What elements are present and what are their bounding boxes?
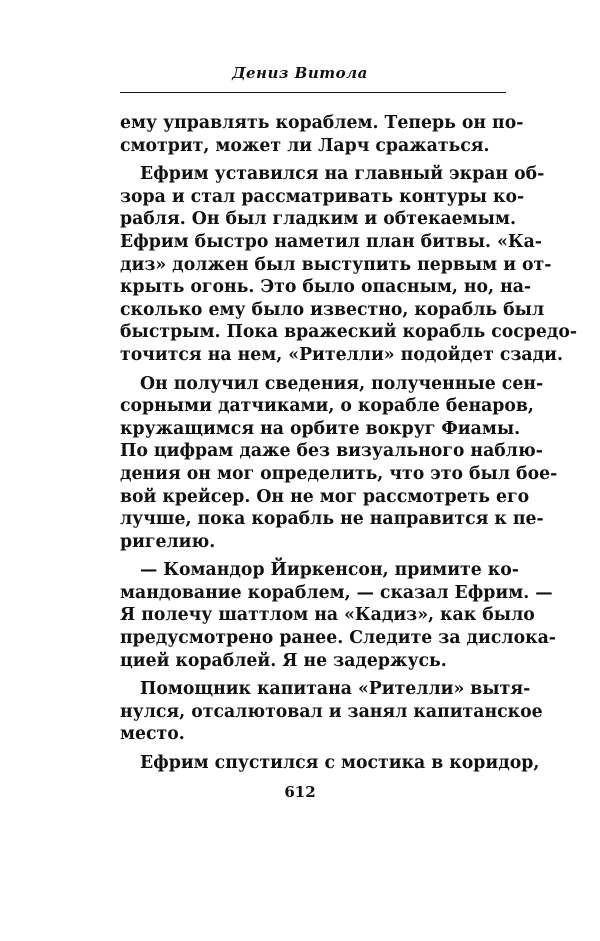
page-number: 612 bbox=[284, 783, 316, 801]
text-line: цией кораблей. Я не задержусь. bbox=[120, 650, 447, 671]
paragraph bbox=[120, 559, 556, 672]
text-line: Ефрим уставился на главный экран об- bbox=[140, 164, 545, 185]
text-line: лучше, пока корабль не направится к пе- bbox=[120, 509, 544, 530]
text-line: ригелию. bbox=[120, 531, 216, 552]
paragraph bbox=[120, 112, 524, 157]
text-line: место. bbox=[120, 724, 185, 745]
text-line: зора и стал рассматривать контуры ко- bbox=[120, 186, 525, 207]
text-line: Я полечу шаттлом на «Кадиз», как было bbox=[120, 605, 535, 626]
text-line: ему управлять кораблем. Теперь он по- bbox=[120, 113, 524, 133]
text-line: быстрым. Пока вражеский корабль сосредо- bbox=[120, 322, 578, 343]
text-line: сколько ему было известно, корабль был bbox=[120, 299, 545, 320]
text-line: кружащимся на орбите вокруг Фиамы. bbox=[120, 418, 521, 439]
text-line: диз» должен был выступить первым и от- bbox=[120, 254, 552, 275]
text-line: крыть огонь. Это было опасным, но, на- bbox=[120, 277, 532, 298]
header-rule bbox=[120, 92, 506, 93]
text-line: Ефрим быстро наметил план битвы. «Ка- bbox=[120, 231, 542, 252]
text-line: Он получил сведения, полученные сен- bbox=[140, 373, 544, 394]
paragraph bbox=[120, 752, 540, 775]
text-line: предусмотрено ранее. Следите за дислока- bbox=[120, 628, 556, 649]
running-head: Дениз Витола bbox=[232, 64, 368, 82]
text-line: точится на нем, «Рителли» подойдет сзади. bbox=[120, 344, 563, 365]
text-line: смотрит, может ли Ларч сражаться. bbox=[120, 135, 490, 156]
paragraph bbox=[120, 163, 578, 366]
body-text bbox=[120, 112, 578, 775]
text-line: мандование кораблем, — сказал Ефрим. — bbox=[120, 582, 553, 603]
text-line: Ефрим спустился с мостика в коридор, bbox=[140, 753, 540, 774]
paragraph bbox=[120, 678, 543, 746]
paragraph bbox=[120, 373, 558, 554]
text-line: рабля. Он был гладким и обтекаемым. bbox=[120, 209, 517, 230]
text-line: Помощник капитана «Рителли» вытя- bbox=[140, 679, 531, 700]
text-line: сорными датчиками, о корабле бенаров, bbox=[120, 396, 534, 417]
text-line: вой крейсер. Он не мог рассмотреть его bbox=[120, 486, 530, 507]
text-line: дения он мог определить, что это был бое- bbox=[120, 463, 558, 484]
text-line: — Командор Йиркенсон, примите ко- bbox=[140, 560, 519, 581]
text-line: По цифрам даже без визуального наблю- bbox=[120, 441, 543, 462]
text-line: нулся, отсалютовал и занял капитанское bbox=[120, 701, 543, 722]
